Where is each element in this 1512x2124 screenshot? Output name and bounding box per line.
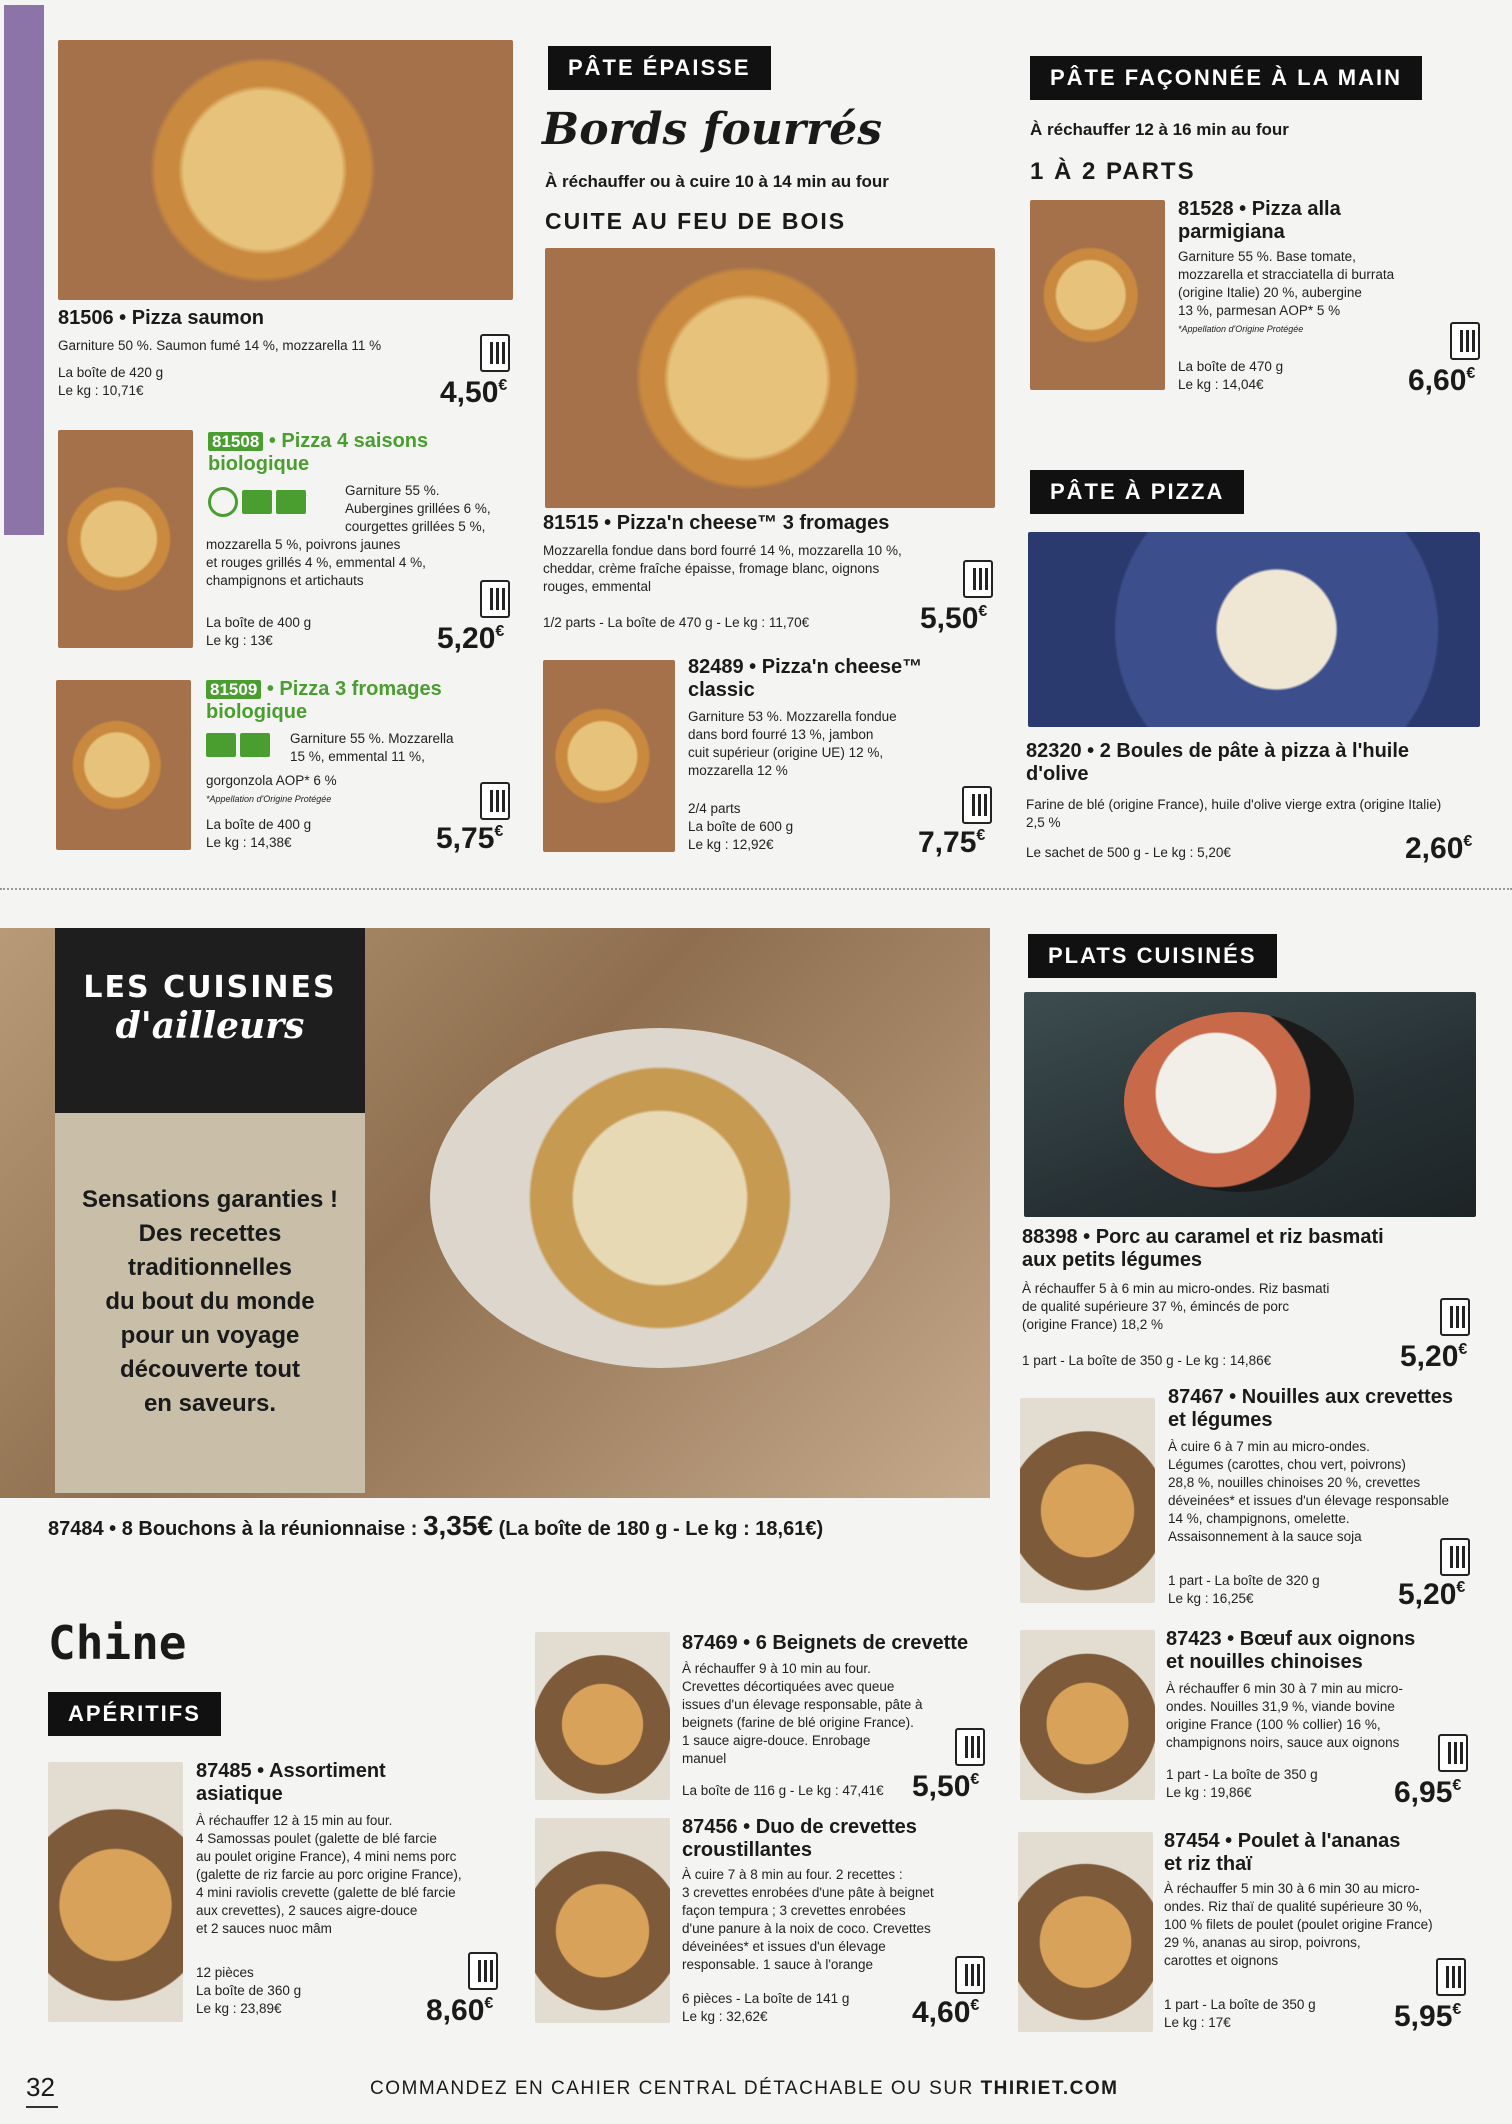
ailleurs-text-box [55,1113,365,1493]
tag-pate-epaisse: PÂTE ÉPAISSE [548,46,771,90]
beignets-photo [535,1632,670,1800]
col3-parts: 1 À 2 PARTS [1030,158,1196,185]
porc-caramel-photo [1024,992,1476,1217]
boeuf-oignons-photo [1020,1630,1155,1800]
assortiment-photo [48,1762,183,2022]
pizza-classic-photo [543,660,675,852]
product-87467-desc: À cuire 6 à 7 min au micro-ondes. Légumes (carottes, chou vert, poivrons) 28,8 %, nouilles chinoises 20 %, crevettes déveinées* et issues d'un élevage responsable 14 %, champignons, omelette. Assaisonnement à la sauce soja [1168,1439,1450,1544]
dotted-separator [0,888,1512,890]
fork-knife-icon [1450,322,1480,360]
fork-knife-icon [1436,1958,1466,1996]
ailleurs-line-1: Sensations garanties ! [81,1186,339,1213]
pizza-n-cheese-photo [545,248,995,508]
ailleurs-title-box [55,928,365,1113]
product-81509-box: La boîte de 400 g Le kg : 14,38€ [206,817,312,850]
product-81508-price: 5,20€ [437,622,505,655]
fork-knife-icon [1438,1734,1468,1772]
product-87485-box: 12 pièces La boîte de 360 g Le kg : 23,89€ [196,1965,302,2016]
product-88398-desc: À réchauffer 5 à 6 min au micro-ondes. Riz basmati de qualité supérieure 37 %, émincés de porc (origine France) 18,2 % [1022,1281,1330,1332]
product-87454-desc: À réchauffer 5 min 30 à 6 min 30 au micro- ondes. Riz thaï de qualité supérieure 30 %, 100 % filets de poulet (poulet origine France) 29 %, ananas au sirop, poivrons, carottes et oignons [1164,1881,1433,1968]
product-87454-box: 1 part - La boîte de 350 g Le kg : 17€ [1164,1997,1316,2030]
product-81508-box: La boîte de 400 g Le kg : 13€ [206,615,312,648]
ailleurs-line-2: Des recettes [138,1220,282,1247]
product-87423-title: 87423 • Bœuf aux oignons et nouilles chinoises [1166,1628,1416,1673]
cuite-feu-de-bois: CUITE AU FEU DE BOIS [545,208,847,234]
product-87454-price: 5,95€ [1394,2000,1462,2033]
product-87469-price: 5,50€ [912,1770,980,1803]
fork-knife-icon [1440,1298,1470,1336]
poulet-ananas-photo [1018,1832,1153,2032]
pizza-saumon-photo [58,40,513,300]
page-number-underline [26,2106,58,2108]
product-81509-price: 5,75€ [436,822,504,855]
product-87456-title: 87456 • Duo de crevettes croustillantes [682,1816,917,1861]
bio-logos [208,487,310,517]
fork-knife-icon [468,1952,498,1990]
product-81508-desc-2: mozzarella 5 %, poivrons jaunes et rouges grillés 4 %, emmental 4 %, champignons et artichauts [206,537,426,588]
product-81506-price: 4,50€ [440,376,508,409]
pizza-parmigiana-photo [1030,200,1165,390]
tag-pate-a-pizza: PÂTE À PIZZA [1030,470,1244,514]
fork-knife-icon [1440,1538,1470,1576]
fork-knife-icon [963,560,993,598]
product-88398-price: 5,20€ [1400,1340,1468,1373]
product-87423-price: 6,95€ [1394,1776,1462,1809]
ailleurs-line-5: pour un voyage [120,1322,300,1349]
product-87467-price: 5,20€ [1398,1578,1466,1611]
product-81506-title: 81506 • Pizza saumon [58,307,265,329]
ailleurs-title-2: d'ailleurs [115,1005,305,1047]
bords-fourres-title: Bords fourrés [542,104,882,155]
col2-subtitle: À réchauffer ou à cuire 10 à 14 min au four [545,172,889,191]
product-87454-title: 87454 • Poulet à l'ananas et riz thaï [1164,1830,1401,1875]
product-82489-price: 7,75€ [918,826,986,859]
accent-bar [4,5,44,535]
product-87469-title: 87469 • 6 Beignets de crevette [682,1632,969,1654]
fork-knife-icon [955,1728,985,1766]
product-87456-desc: À cuire 7 à 8 min au four. 2 recettes : 3 crevettes enrobées d'une pâte à beignet façon tempura ; 3 crevettes enrobées d'une panure à la noix de coco. Crevettes déveinées* et issues d'un élevage responsable. 1 sauce à l'orange [682,1867,934,1972]
fork-knife-icon [962,786,992,824]
product-81528-price: 6,60€ [1408,364,1476,397]
product-81509-desc-2: gorgonzola AOP* 6 % *Appellation d'Origine Protégée [206,773,337,804]
page-number: 32 [26,2072,55,2102]
product-82489-desc: Garniture 53 %. Mozzarella fondue dans bord fourré 13 %, jambon cuit supérieur (origine UE) 12 %, mozzarella 12 % [688,709,897,778]
rice-plate-photo [1124,1012,1354,1192]
product-81506-desc: Garniture 50 %. Saumon fumé 14 %, mozzarella 11 % [58,338,382,353]
product-87467-box: 1 part - La boîte de 320 g Le kg : 16,25€ [1168,1573,1320,1606]
product-88398-box: 1 part - La boîte de 350 g - Le kg : 14,86€ [1022,1353,1272,1368]
tag-pate-faconnee: PÂTE FAÇONNÉE À LA MAIN [1030,56,1422,100]
product-87485-desc: À réchauffer 12 à 15 min au four. 4 Samossas poulet (galette de blé farcie au poulet origine France), 4 mini nems porc (galette de riz farcie au porc origine France), 4 mini raviolis crevette (galette de blé farcie aux crevettes), 2 sauces aigre-douce et 2 sauces nuoc mâm [196,1813,462,1936]
product-81506-box: La boîte de 420 g [58,365,164,380]
product-87484: 87484 • 8 Bouchons à la réunionnaise : 3,35€ (La boîte de 180 g - Le kg : 18,61€) [48,1510,824,1541]
product-81508-title: 81508 • Pizza 4 saisons biologique [208,430,429,475]
product-87456-box: 6 pièces - La boîte de 141 g Le kg : 32,62€ [682,1991,850,2024]
product-82320-desc: Farine de blé (origine France), huile d'olive vierge extra (origine Italie) 2,5 % [1026,797,1442,830]
product-81515-title: 81515 • Pizza'n cheese™ 3 fromages [543,512,890,534]
product-81509-desc: Garniture 55 %. Mozzarella 15 %, emmental 11 %, [290,731,454,764]
nouilles-crevettes-photo [1020,1398,1155,1603]
fork-knife-icon [480,782,510,820]
pate-a-pizza-photo [1028,532,1480,727]
ailleurs-line-3: traditionnelles [127,1254,293,1281]
ailleurs-line-4: du bout du monde [105,1288,315,1315]
product-87469-desc: À réchauffer 9 à 10 min au four. Crevettes décortiquées avec queue issues d'un élevage responsable, pâte à beignets (farine de blé origine France). 1 sauce aigre-douce. Enrobage manuel [682,1661,923,1766]
product-81515-desc: Mozzarella fondue dans bord fourré 14 %, mozzarella 10 %, cheddar, crème fraîche épaisse, fromage blanc, oignons rouges, emmental [543,543,902,594]
product-81515-box: 1/2 parts - La boîte de 470 g - Le kg : 11,70€ [543,615,810,630]
pizza-4-saisons-photo [58,430,193,648]
col3-subtitle: À réchauffer 12 à 16 min au four [1030,120,1289,139]
product-87456-price: 4,60€ [912,1996,980,2029]
fork-knife-icon [955,1956,985,1994]
product-87423-desc: À réchauffer 6 min 30 à 7 min au micro- ondes. Nouilles 31,9 %, viande bovine origine France (100 % collier) 16 %, champignons noirs, sauce aux oignons [1166,1681,1403,1750]
dumplings-plate-photo [430,1028,890,1368]
chine-title: Chine [48,1616,187,1670]
ailleurs-title-1: LES CUISINES [83,970,337,1005]
footer-text: COMMANDEZ EN CAHIER CENTRAL DÉTACHABLE OU SUR THIRIET.COM [370,2078,1119,2099]
pizza-3-fromages-photo [56,680,191,850]
product-87485-price: 8,60€ [426,1994,494,2027]
bio-logos-2 [206,733,274,757]
product-81515-price: 5,50€ [920,602,988,635]
eu-bio-logo-icon [276,490,306,514]
fork-knife-icon [480,580,510,618]
product-82320-price: 2,60€ [1405,832,1473,865]
product-87423-box: 1 part - La boîte de 350 g Le kg : 19,86€ [1166,1767,1318,1800]
product-81528-title: 81528 • Pizza alla parmigiana [1178,198,1341,243]
eu-bio-logo-icon [240,733,270,757]
fork-knife-icon [480,334,510,372]
product-81528-desc: Garniture 55 %. Base tomate, mozzarella et stracciatella di burrata (origine Italie) 20 %, aubergine 13 %, parmesan AOP* 5 % *Appellation d'Origine Protégée [1178,249,1395,334]
product-81528-box: La boîte de 470 g Le kg : 14,04€ [1178,359,1284,392]
product-82320-title: 82320 • 2 Boules de pâte à pizza à l'huile d'olive [1026,740,1410,785]
duo-crevettes-photo [535,1818,670,2023]
ailleurs-line-7: en saveurs. [143,1390,277,1417]
ab-logo-icon [242,490,272,514]
tag-aperitifs: APÉRITIFS [48,1692,221,1736]
footer-site-link[interactable]: THIRIET.COM [980,2078,1119,2099]
product-87467-title: 87467 • Nouilles aux crevettes et légumes [1168,1386,1453,1431]
tag-plats-cuisines: PLATS CUISINÉS [1028,934,1277,978]
product-82489-title: 82489 • Pizza'n cheese™ classic [688,656,923,701]
product-87485-title: 87485 • Assortiment asiatique [196,1760,386,1805]
product-81506-kg: Le kg : 10,71€ [58,383,144,398]
ab-logo-icon [206,733,236,757]
product-87469-box: La boîte de 116 g - Le kg : 47,41€ [682,1783,884,1798]
product-81509-title: 81509 • Pizza 3 fromages biologique [206,678,442,723]
product-88398-title: 88398 • Porc au caramel et riz basmati aux petits légumes [1022,1226,1384,1271]
bio-round-logo-icon [208,487,238,517]
product-81508-desc: Garniture 55 %. Aubergines grillées 6 %, courgettes grillées 5 %, [345,483,491,534]
ailleurs-line-6: découverte tout [119,1356,301,1383]
product-82489-box: 2/4 parts La boîte de 600 g Le kg : 12,92€ [688,801,794,852]
product-82320-box: Le sachet de 500 g - Le kg : 5,20€ [1026,845,1231,860]
